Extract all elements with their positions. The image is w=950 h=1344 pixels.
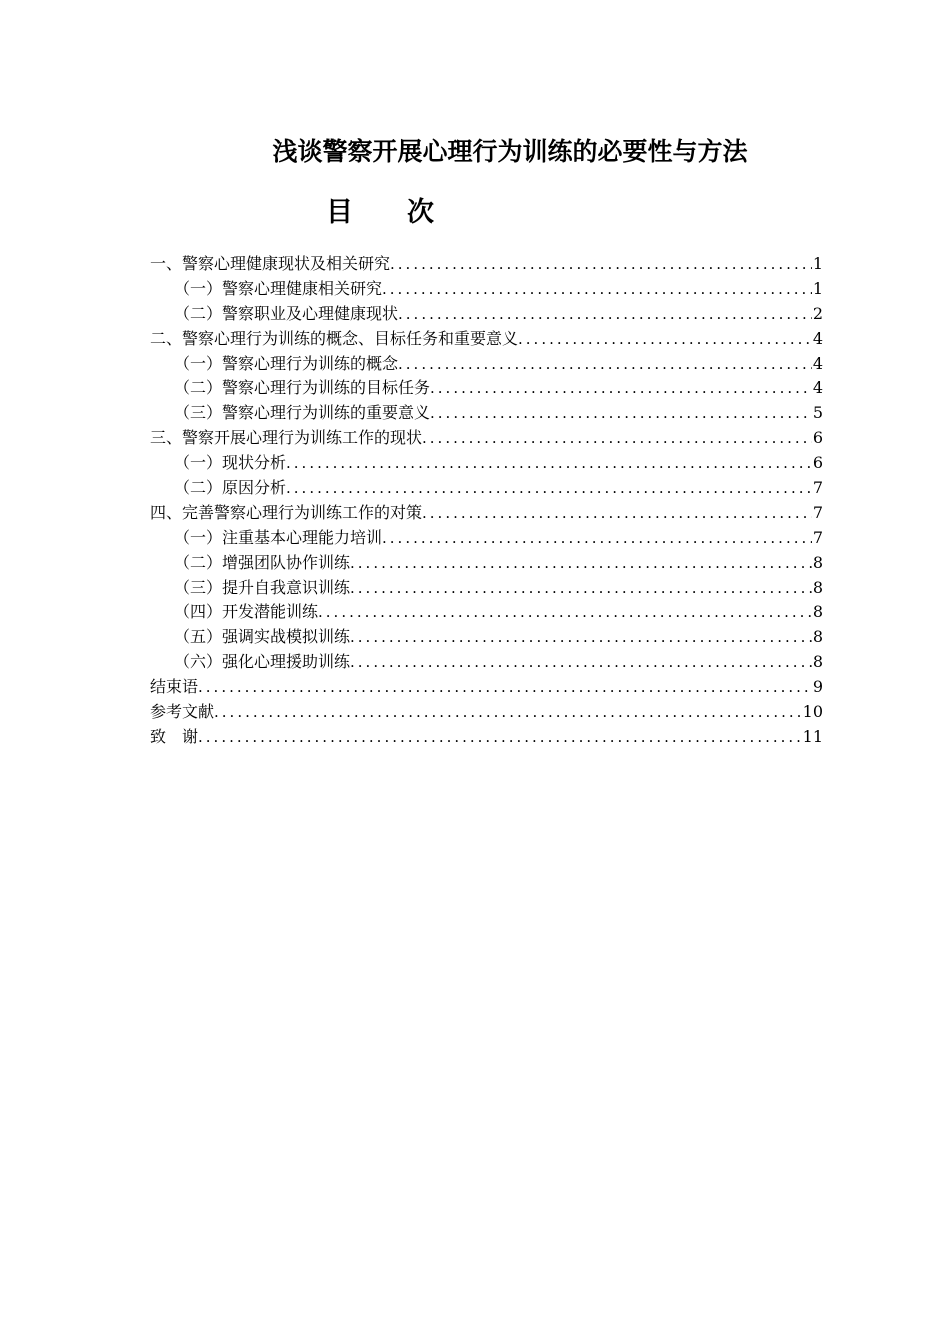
toc-entry-page-number: 8 — [812, 602, 823, 622]
toc-entry[interactable] — [150, 302, 823, 327]
toc-entry-page-number: 4 — [812, 353, 823, 373]
toc-heading — [20, 192, 740, 234]
toc-dot-leader — [350, 625, 812, 650]
toc-entry[interactable] — [150, 501, 823, 526]
toc-entry-label: （三）提升自我意识训练 — [174, 577, 351, 597]
toc-entry-page-number: 8 — [812, 652, 823, 672]
toc-entry-label: 致 谢 — [150, 726, 199, 746]
toc-dot-leader — [350, 576, 812, 601]
toc-dot-leader — [518, 327, 812, 352]
toc-heading-char-2: 次 — [407, 197, 434, 228]
toc-entry-label: 四、完善警察心理行为训练工作的对策 — [150, 502, 423, 522]
toc-dot-leader — [318, 600, 812, 625]
toc-entry[interactable] — [150, 700, 823, 725]
toc-entry-page-number: 8 — [812, 577, 823, 597]
toc-entry-page-number: 7 — [812, 478, 823, 498]
toc-entry-label: （一）警察心理健康相关研究 — [174, 278, 383, 298]
toc-entry-page-number: 1 — [812, 254, 823, 273]
toc-entry-label: （三）警察心理行为训练的重要意义 — [174, 403, 431, 423]
toc-dot-leader — [382, 526, 812, 551]
toc-entry[interactable] — [150, 625, 823, 650]
toc-dot-leader — [390, 252, 812, 277]
toc-dot-leader — [214, 700, 802, 725]
toc-entry-label: （四）开发潜能训练 — [174, 602, 319, 622]
toc-dot-leader — [398, 302, 812, 327]
toc-dot-leader — [382, 277, 812, 302]
toc-entry-label: （一）注重基本心理能力培训 — [174, 527, 383, 547]
toc-entry-label: 二、警察心理行为训练的概念、目标任务和重要意义 — [150, 328, 519, 348]
toc-entry-label: 参考文献 — [150, 702, 215, 722]
toc-entry-label: 结束语 — [150, 677, 199, 697]
toc-entry-label: （二）警察职业及心理健康现状 — [174, 303, 399, 323]
toc-entry[interactable] — [150, 277, 823, 302]
toc-entry-page-number: 10 — [802, 702, 823, 722]
toc-entry-label: （六）强化心理援助训练 — [174, 652, 351, 672]
toc-dot-leader — [198, 675, 812, 700]
document-title: 浅谈警察开展心理行为训练的必要性与方法 — [272, 137, 748, 166]
toc-entry-page-number: 4 — [812, 378, 823, 398]
toc-dot-leader — [398, 352, 812, 377]
toc-entry-label: 三、警察开展心理行为训练工作的现状 — [150, 428, 423, 448]
toc-entry-label: （一）现状分析 — [174, 453, 287, 473]
toc-entry[interactable] — [150, 426, 823, 451]
toc-entry-page-number: 11 — [802, 726, 823, 746]
toc-entry[interactable] — [150, 725, 823, 750]
toc-dot-leader — [198, 725, 802, 750]
toc-dot-leader — [422, 426, 812, 451]
toc-entry-label: （二）警察心理行为训练的目标任务 — [174, 378, 431, 398]
toc-entry-label: （五）强调实战模拟训练 — [174, 627, 351, 647]
toc-entry-page-number: 7 — [812, 527, 823, 547]
toc-entry-page-number: 6 — [812, 428, 823, 448]
table-of-contents — [150, 252, 823, 750]
toc-dot-leader — [430, 376, 812, 401]
toc-dot-leader — [422, 501, 812, 526]
toc-entry[interactable] — [150, 476, 823, 501]
toc-entry[interactable] — [150, 675, 823, 700]
toc-entry-page-number: 1 — [812, 278, 823, 298]
toc-entry-label: （二）原因分析 — [174, 478, 287, 498]
toc-entry[interactable] — [150, 650, 823, 675]
toc-entry-page-number: 8 — [812, 552, 823, 572]
toc-dot-leader — [286, 451, 812, 476]
toc-entry[interactable] — [150, 401, 823, 426]
toc-entry[interactable] — [150, 352, 823, 377]
toc-entry-page-number: 7 — [812, 502, 823, 522]
toc-entry-page-number: 2 — [812, 303, 823, 323]
toc-entry-page-number: 6 — [812, 453, 823, 473]
toc-entry[interactable] — [150, 576, 823, 601]
toc-entry[interactable] — [150, 376, 823, 401]
toc-entry-page-number: 9 — [812, 677, 823, 697]
toc-dot-leader — [430, 401, 812, 426]
toc-dot-leader — [350, 650, 812, 675]
toc-entry[interactable] — [150, 526, 823, 551]
toc-entry-page-number: 5 — [812, 403, 823, 423]
toc-entry-label: （一）警察心理行为训练的概念 — [174, 353, 399, 373]
toc-entry[interactable] — [150, 551, 823, 576]
toc-entry-label: 一、警察心理健康现状及相关研究 — [150, 254, 391, 273]
toc-entry[interactable] — [150, 252, 823, 277]
toc-heading-char-1: 目 — [326, 197, 353, 228]
toc-entry-page-number: 8 — [812, 627, 823, 647]
toc-dot-leader — [350, 551, 812, 576]
toc-entry[interactable] — [150, 600, 823, 625]
toc-dot-leader — [286, 476, 812, 501]
toc-entry[interactable] — [150, 327, 823, 352]
toc-entry-page-number: 4 — [812, 328, 823, 348]
toc-entry-label: （二）增强团队协作训练 — [174, 552, 351, 572]
toc-entry[interactable] — [150, 451, 823, 476]
